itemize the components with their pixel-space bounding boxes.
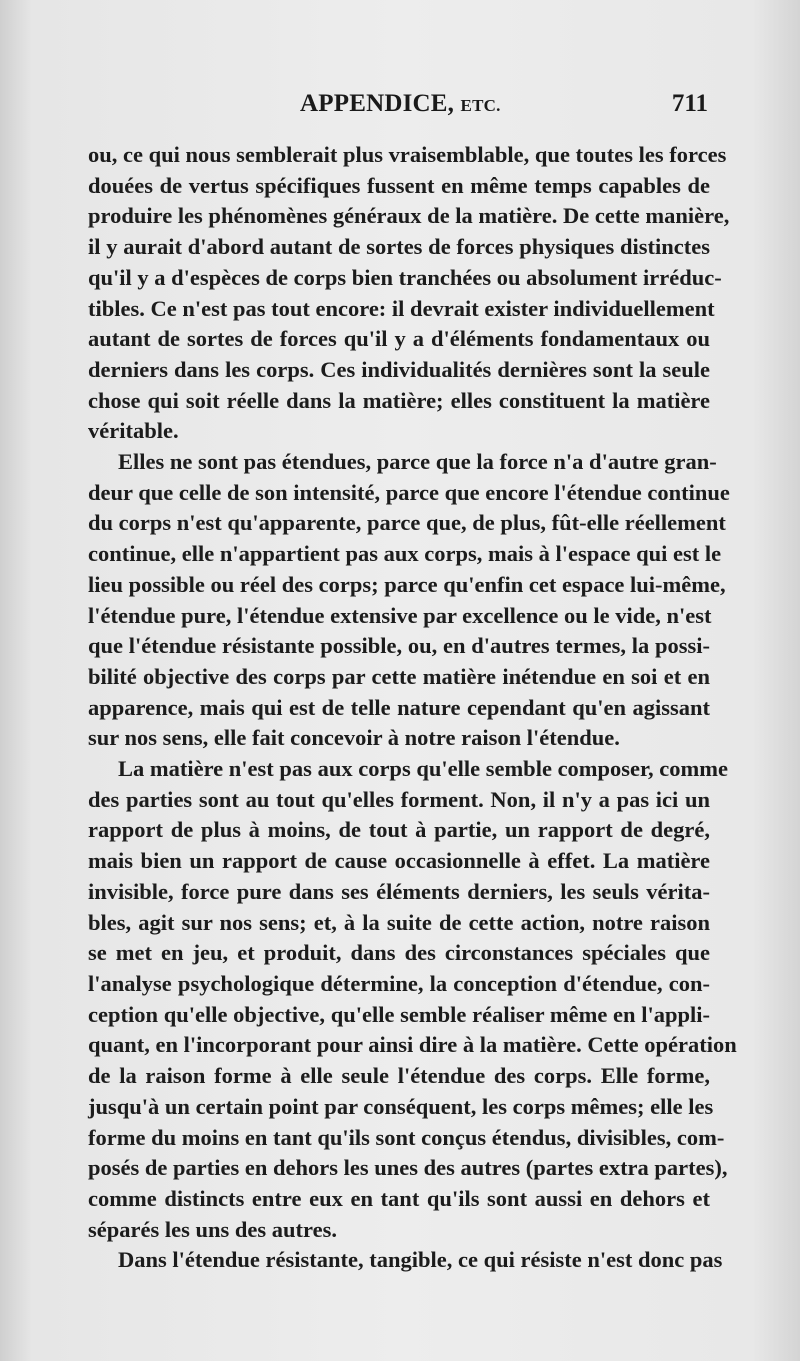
text-line: Dans l'étendue résistante, tangible, ce qui résiste n'est donc pas <box>118 1247 723 1273</box>
text-line: l'étendue pure, l'étendue extensive par excellence ou le vide, n'est <box>88 602 712 628</box>
text-line: Elles ne sont pas étendues, parce que la force n'a d'autre gran- <box>118 449 717 475</box>
paragraph-2 <box>88 447 730 754</box>
text-line: il y aurait d'abord autant de sortes de forces physiques distinctes <box>88 234 710 260</box>
text-line: sur nos sens, elle fait concevoir à notre raison l'étendue. <box>88 725 620 751</box>
text-line: bles, agit sur nos sens; et, à la suite de cette action, notre raison <box>88 909 710 935</box>
text-line: forme du moins en tant qu'ils sont conçus étendus, divisibles, com- <box>88 1124 725 1150</box>
text-line: posés de parties en dehors les unes des autres (partes extra partes), <box>88 1155 728 1181</box>
text-line: de la raison forme à elle seule l'étendue des corps. Elle forme, <box>88 1063 710 1089</box>
page-header <box>90 90 710 130</box>
text-line: quant, en l'incorporant pour ainsi dire à la matière. Cette opération <box>88 1032 737 1058</box>
page-number: 711 <box>671 90 708 117</box>
text-line: douées de vertus spécifiques fussent en même temps capables de <box>88 172 710 198</box>
running-head-etc: ETC. <box>460 96 501 115</box>
text-line: jusqu'à un certain point par conséquent, les corps mêmes; elle les <box>88 1093 714 1119</box>
text-line: autant de sortes de forces qu'il y a d'éléments fondamentaux ou <box>88 326 710 352</box>
text-line: tibles. Ce n'est pas tout encore: il devrait exister individuellement <box>88 295 715 321</box>
paragraph-1 <box>88 140 730 447</box>
text-line: se met en jeu, et produit, dans des circonstances spéciales que <box>88 940 710 966</box>
text-line: des parties sont au tout qu'elles forment. Non, il n'y a pas ici un <box>88 786 710 812</box>
text-line: que l'étendue résistante possible, ou, en d'autres termes, la possi- <box>88 633 710 659</box>
text-line: ou, ce qui nous semblerait plus vraisemblable, que toutes les forces <box>88 142 727 167</box>
text-line: continue, elle n'appartient pas aux corps, mais à l'espace qui est le <box>88 541 722 567</box>
text-line: ception qu'elle objective, qu'elle semble réaliser même en l'appli- <box>88 1001 710 1027</box>
text-line: produire les phénomènes généraux de la matière. De cette manière, <box>88 203 730 229</box>
text-line: rapport de plus à moins, de tout à partie, un rapport de degré, <box>88 817 710 843</box>
text-line: bilité objective des corps par cette matière inétendue en soi et en <box>88 663 710 689</box>
body-text <box>88 140 737 1276</box>
text-line: qu'il y a d'espèces de corps bien tranchées ou absolument irréduc- <box>88 264 722 290</box>
text-line: invisible, force pure dans ses éléments derniers, les seuls vérita- <box>88 878 710 904</box>
text-line: deur que celle de son intensité, parce que encore l'étendue continue <box>88 479 730 505</box>
paragraph-3 <box>88 754 737 1245</box>
text-line: véritable. <box>88 418 179 444</box>
text-line: comme distincts entre eux en tant qu'ils sont aussi en dehors et <box>88 1185 710 1211</box>
text-line: du corps n'est qu'apparente, parce que, de plus, fût-elle réellement <box>88 510 726 536</box>
text-line: l'analyse psychologique détermine, la conception d'étendue, con- <box>88 970 710 996</box>
text-line: séparés les uns des autres. <box>88 1216 337 1242</box>
text-line: La matière n'est pas aux corps qu'elle semble composer, comme <box>118 756 728 782</box>
text-line: lieu possible ou réel des corps; parce qu'enfin cet espace lui-même, <box>88 571 726 597</box>
text-line: mais bien un rapport de cause occasionnelle à effet. La matière <box>88 848 710 874</box>
running-head-title: APPENDICE, <box>300 90 455 117</box>
text-line: derniers dans les corps. Ces individualités dernières sont la seule <box>88 356 710 382</box>
paragraph-4 <box>88 1245 723 1276</box>
text-line: apparence, mais qui est de telle nature cependant qu'en agissant <box>88 694 710 720</box>
running-head <box>300 90 501 118</box>
text-line: chose qui soit réelle dans la matière; elles constituent la matière <box>88 387 710 413</box>
